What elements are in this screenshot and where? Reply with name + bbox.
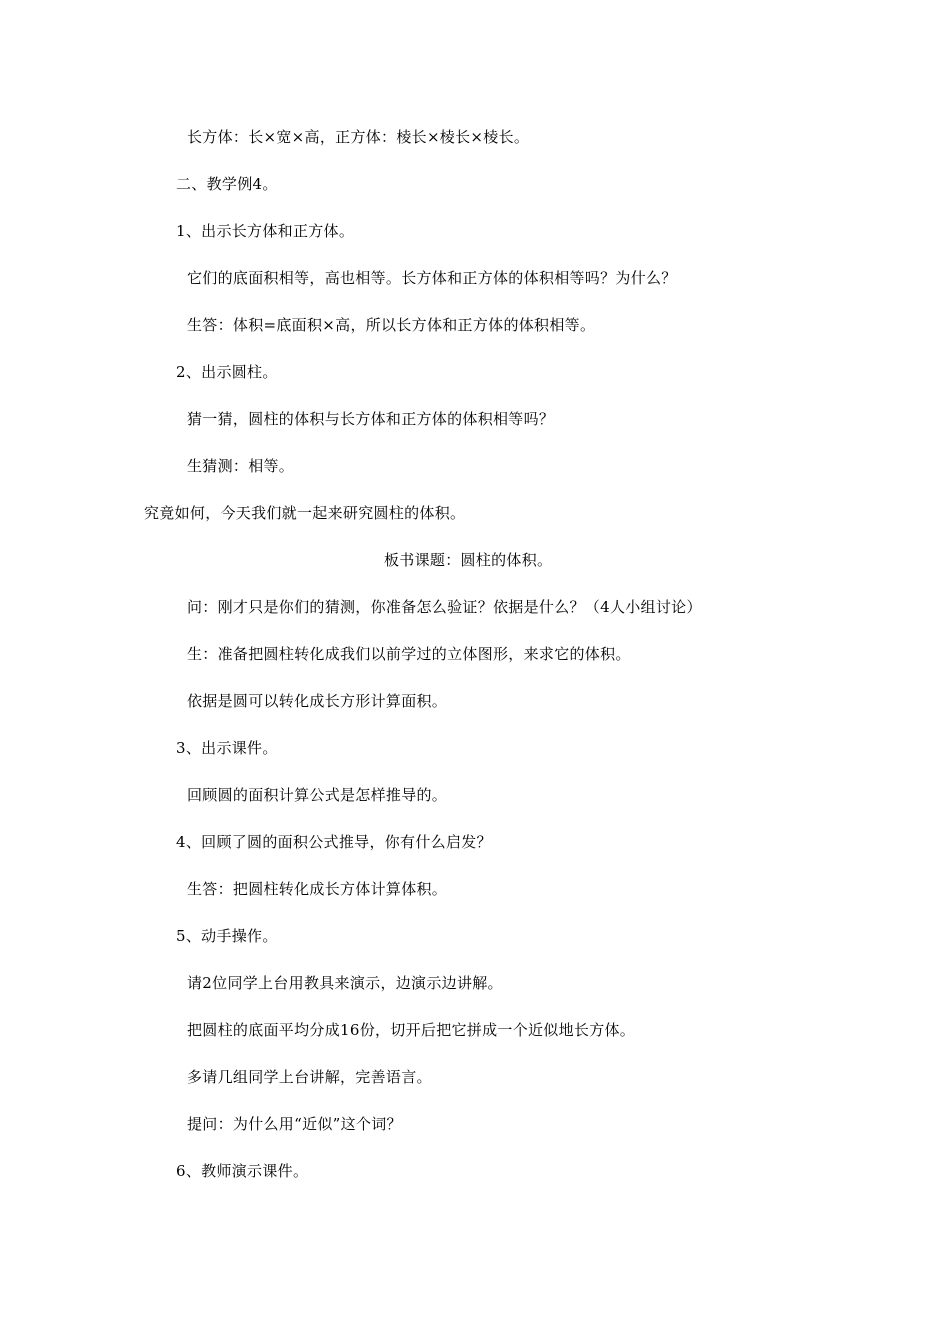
paragraph: 多请几组同学上台讲解，完善语言。 (187, 1068, 432, 1086)
paragraph: 把圆柱的底面平均分成16份，切开后把它拼成一个近似地长方体。 (187, 1021, 636, 1039)
paragraph: 提问：为什么用“近似”这个词？ (187, 1115, 402, 1133)
step-heading: 3、出示课件。 (176, 739, 278, 757)
paragraph: 生答：把圆柱转化成长方体计算体积。 (187, 880, 448, 898)
step-heading: 2、出示圆柱。 (176, 363, 278, 381)
paragraph: 究竟如何，今天我们就一起来研究圆柱的体积。 (144, 504, 466, 522)
paragraph: 回顾圆的面积计算公式是怎样推导的。 (187, 786, 448, 804)
paragraph: 猜一猜，圆柱的体积与长方体和正方体的体积相等吗？ (187, 410, 555, 428)
paragraph: 生猜测：相等。 (187, 457, 295, 475)
formula-line: 长方体：长×宽×高，正方体：棱长×棱长×棱长。 (187, 128, 530, 146)
paragraph: 问：刚才只是你们的猜测，你准备怎么验证？依据是什么？（4人小组讨论） (187, 598, 702, 616)
paragraph: 生：准备把圆柱转化成我们以前学过的立体图形，来求它的体积。 (187, 645, 631, 663)
board-title: 板书课题：圆柱的体积。 (384, 551, 553, 569)
step-heading: 1、出示长方体和正方体。 (176, 222, 355, 240)
step-heading: 6、教师演示课件。 (176, 1162, 309, 1180)
paragraph: 依据是圆可以转化成长方形计算面积。 (187, 692, 448, 710)
paragraph: 请2位同学上台用教具来演示，边演示边讲解。 (187, 974, 503, 992)
step-heading: 5、动手操作。 (176, 927, 278, 945)
step-heading: 4、回顾了圆的面积公式推导，你有什么启发？ (176, 833, 492, 851)
section-heading: 二、教学例4。 (176, 175, 278, 193)
paragraph: 生答：体积=底面积×高，所以长方体和正方体的体积相等。 (187, 316, 596, 334)
paragraph: 它们的底面积相等，高也相等。长方体和正方体的体积相等吗？为什么？ (187, 269, 677, 287)
